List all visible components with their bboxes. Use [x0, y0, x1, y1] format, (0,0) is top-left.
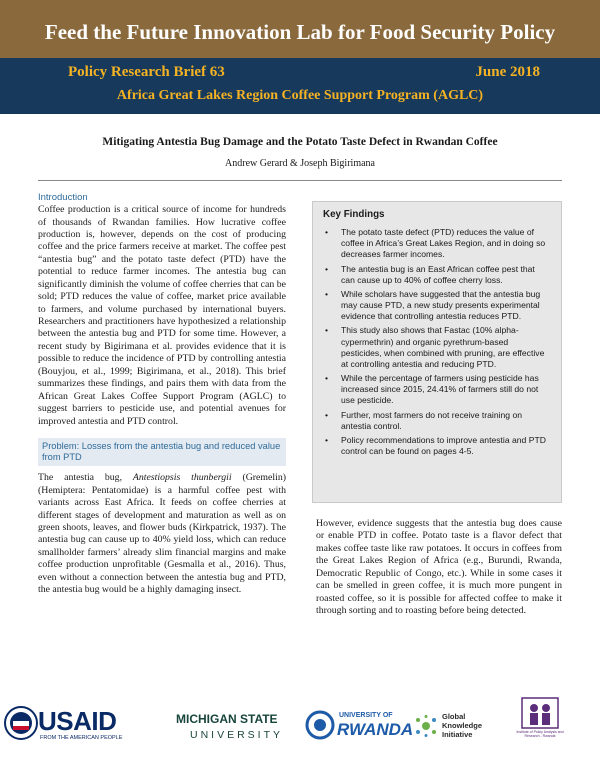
usaid-seal-icon — [4, 706, 38, 740]
problem-heading: Problem: Losses from the antestia bug and reduced value from PTD — [38, 438, 286, 466]
ipar-text: Institute of Policy Analysis and Research - Rwanda — [516, 730, 564, 739]
program-name: Africa Great Lakes Region Coffee Support Program (AGLC) — [116, 88, 484, 103]
key-findings-box — [312, 201, 562, 503]
usaid-logo — [0, 690, 160, 760]
usaid-wordmark: USAID — [38, 706, 117, 736]
msu-logo — [176, 712, 296, 752]
header-title: Feed the Future Innovation Lab for Food Security Policy — [44, 20, 556, 44]
brief-label: Policy Research Brief 63 — [68, 64, 225, 80]
ur-top-text: UNIVERSITY OF — [339, 712, 393, 719]
ur-emblem-icon — [305, 710, 335, 740]
problem-text — [38, 472, 286, 596]
problem-text-before: The antestia bug, — [38, 472, 133, 484]
key-findings-list — [323, 227, 551, 457]
problem-text-after: (Gremelin) (Hemiptera: Pentatomidae) is a harmful coffee pest with variants across East Africa. It feeds on coffee cherries at different stages of development and maturation as well as on green shoots, leaves, and flower buds (Kirkpatrick, 1937). The antestia bug can cause up to 40% yield loss, which can reduce smallholder farmers’ already slim financial margins and make coffee production unprofitable (Gesmalla et al., 2016). Thus, even without a connection between the antestia bug and PTD, the antestia bug would be a highly damaging insect. — [38, 472, 286, 596]
university-of-rwanda-logo — [305, 710, 415, 750]
ipar-emblem-icon — [520, 696, 560, 730]
key-finding-item: • The antestia bug is an East African coffee pest that can cause up to 40% of coffee cherry loss. — [323, 264, 551, 286]
ipar-logo — [516, 696, 564, 756]
document-title: Mitigating Antestia Bug Damage and the Potato Taste Defect in Rwandan Coffee — [102, 136, 498, 148]
gki-line2: Knowledge — [442, 721, 483, 730]
gki-line3: Initiative — [442, 730, 473, 739]
partner-logos — [0, 690, 600, 776]
usaid-tagline: FROM THE AMERICAN PEOPLE — [40, 735, 123, 741]
key-finding-item: • Policy recommendations to improve antestia and PTD control can be found on pages 4-5. — [323, 435, 551, 457]
document-authors: Andrew Gerard & Joseph Bigirimana — [225, 158, 375, 169]
key-finding-item: • While scholars have suggested that the antestia bug may cause PTD, a new study presents experimental evidence that controlling antestia reduces PTD. — [323, 289, 551, 323]
key-finding-item: • While the percentage of farmers using pesticide has increased since 2015, 24.41% of farmers still do not use pesticide. — [323, 373, 551, 407]
species-name: Antestiopsis thunbergii — [132, 472, 232, 484]
left-column — [38, 192, 286, 597]
introduction-heading: Introduction — [38, 192, 88, 203]
key-finding-item: • The potato taste defect (PTD) reduces the value of coffee in Africa’s Great Lakes Region, and in doing so decreases farmer incomes. — [323, 227, 551, 261]
msu-line1: MICHIGAN STATE — [176, 712, 278, 726]
key-findings-title: Key Findings — [323, 209, 385, 220]
title-divider — [38, 180, 562, 181]
gki-text — [442, 712, 482, 739]
key-finding-item: • Further, most farmers do not receive training on antestia control. — [323, 410, 551, 432]
brief-date: June 2018 — [475, 64, 540, 80]
global-knowledge-initiative-logo — [414, 708, 494, 748]
ur-main-text: RWANDA — [337, 720, 414, 739]
introduction-text: Coffee production is a critical source of income for hundreds of thousands of Rwandan families. How lucrative coffee production is, however, depends on the cost of producing coffee and the price farmers receive at market. The coffee pest “antestia bug” and the potato taste defect (PTD) have the potential to reduce farmer incomes. The antestia bug can significantly diminish the volume of coffee cherries that can be sold; PTD reduces the value of coffee, market price available to farmers, and volume purchased by international buyers. Researchers and practitioners have hypothesized a relationship between the antestia bug and PTD for some time. However, a recent study by Bigirimana et al. provides evidence that it is possible to reduce the incidence of PTD by controlling antestia (Bouyjou, et al., 1999; Bigirimana, et al., 2018). This brief summarizes these findings, and pairs them with data from the African Great Lakes Coffee Support Program (AGLC) to suggest barriers to pesticide use, and potential avenues for improved antestia and PTD control. — [38, 204, 286, 427]
key-finding-item: • This study also shows that Fastac (10% alpha-cypermethrin) and organic pyrethrum-based pesticides, when combined with pruning, are effective at controlling antestia and reducing PTD. — [323, 325, 551, 370]
gki-globe-icon — [414, 714, 438, 738]
gki-line1: Global — [442, 712, 466, 721]
right-column-text: However, evidence suggests that the antestia bug does cause or enable PTD in coffee. Potato taste is a flavor defect that makes coffee taste like raw potatoes. It occurs in coffees from the Great Lakes Region of Africa (e.g., Burundi, Rwanda, Democratic Republic of Congo, etc.). While in some cases it can be smelled in green coffee, it is much more pungent in roasted coffee, so it is possible for affected coffee to make it through sorting and to roasting before being detected. — [316, 518, 562, 617]
msu-line2: UNIVERSITY — [190, 729, 284, 741]
